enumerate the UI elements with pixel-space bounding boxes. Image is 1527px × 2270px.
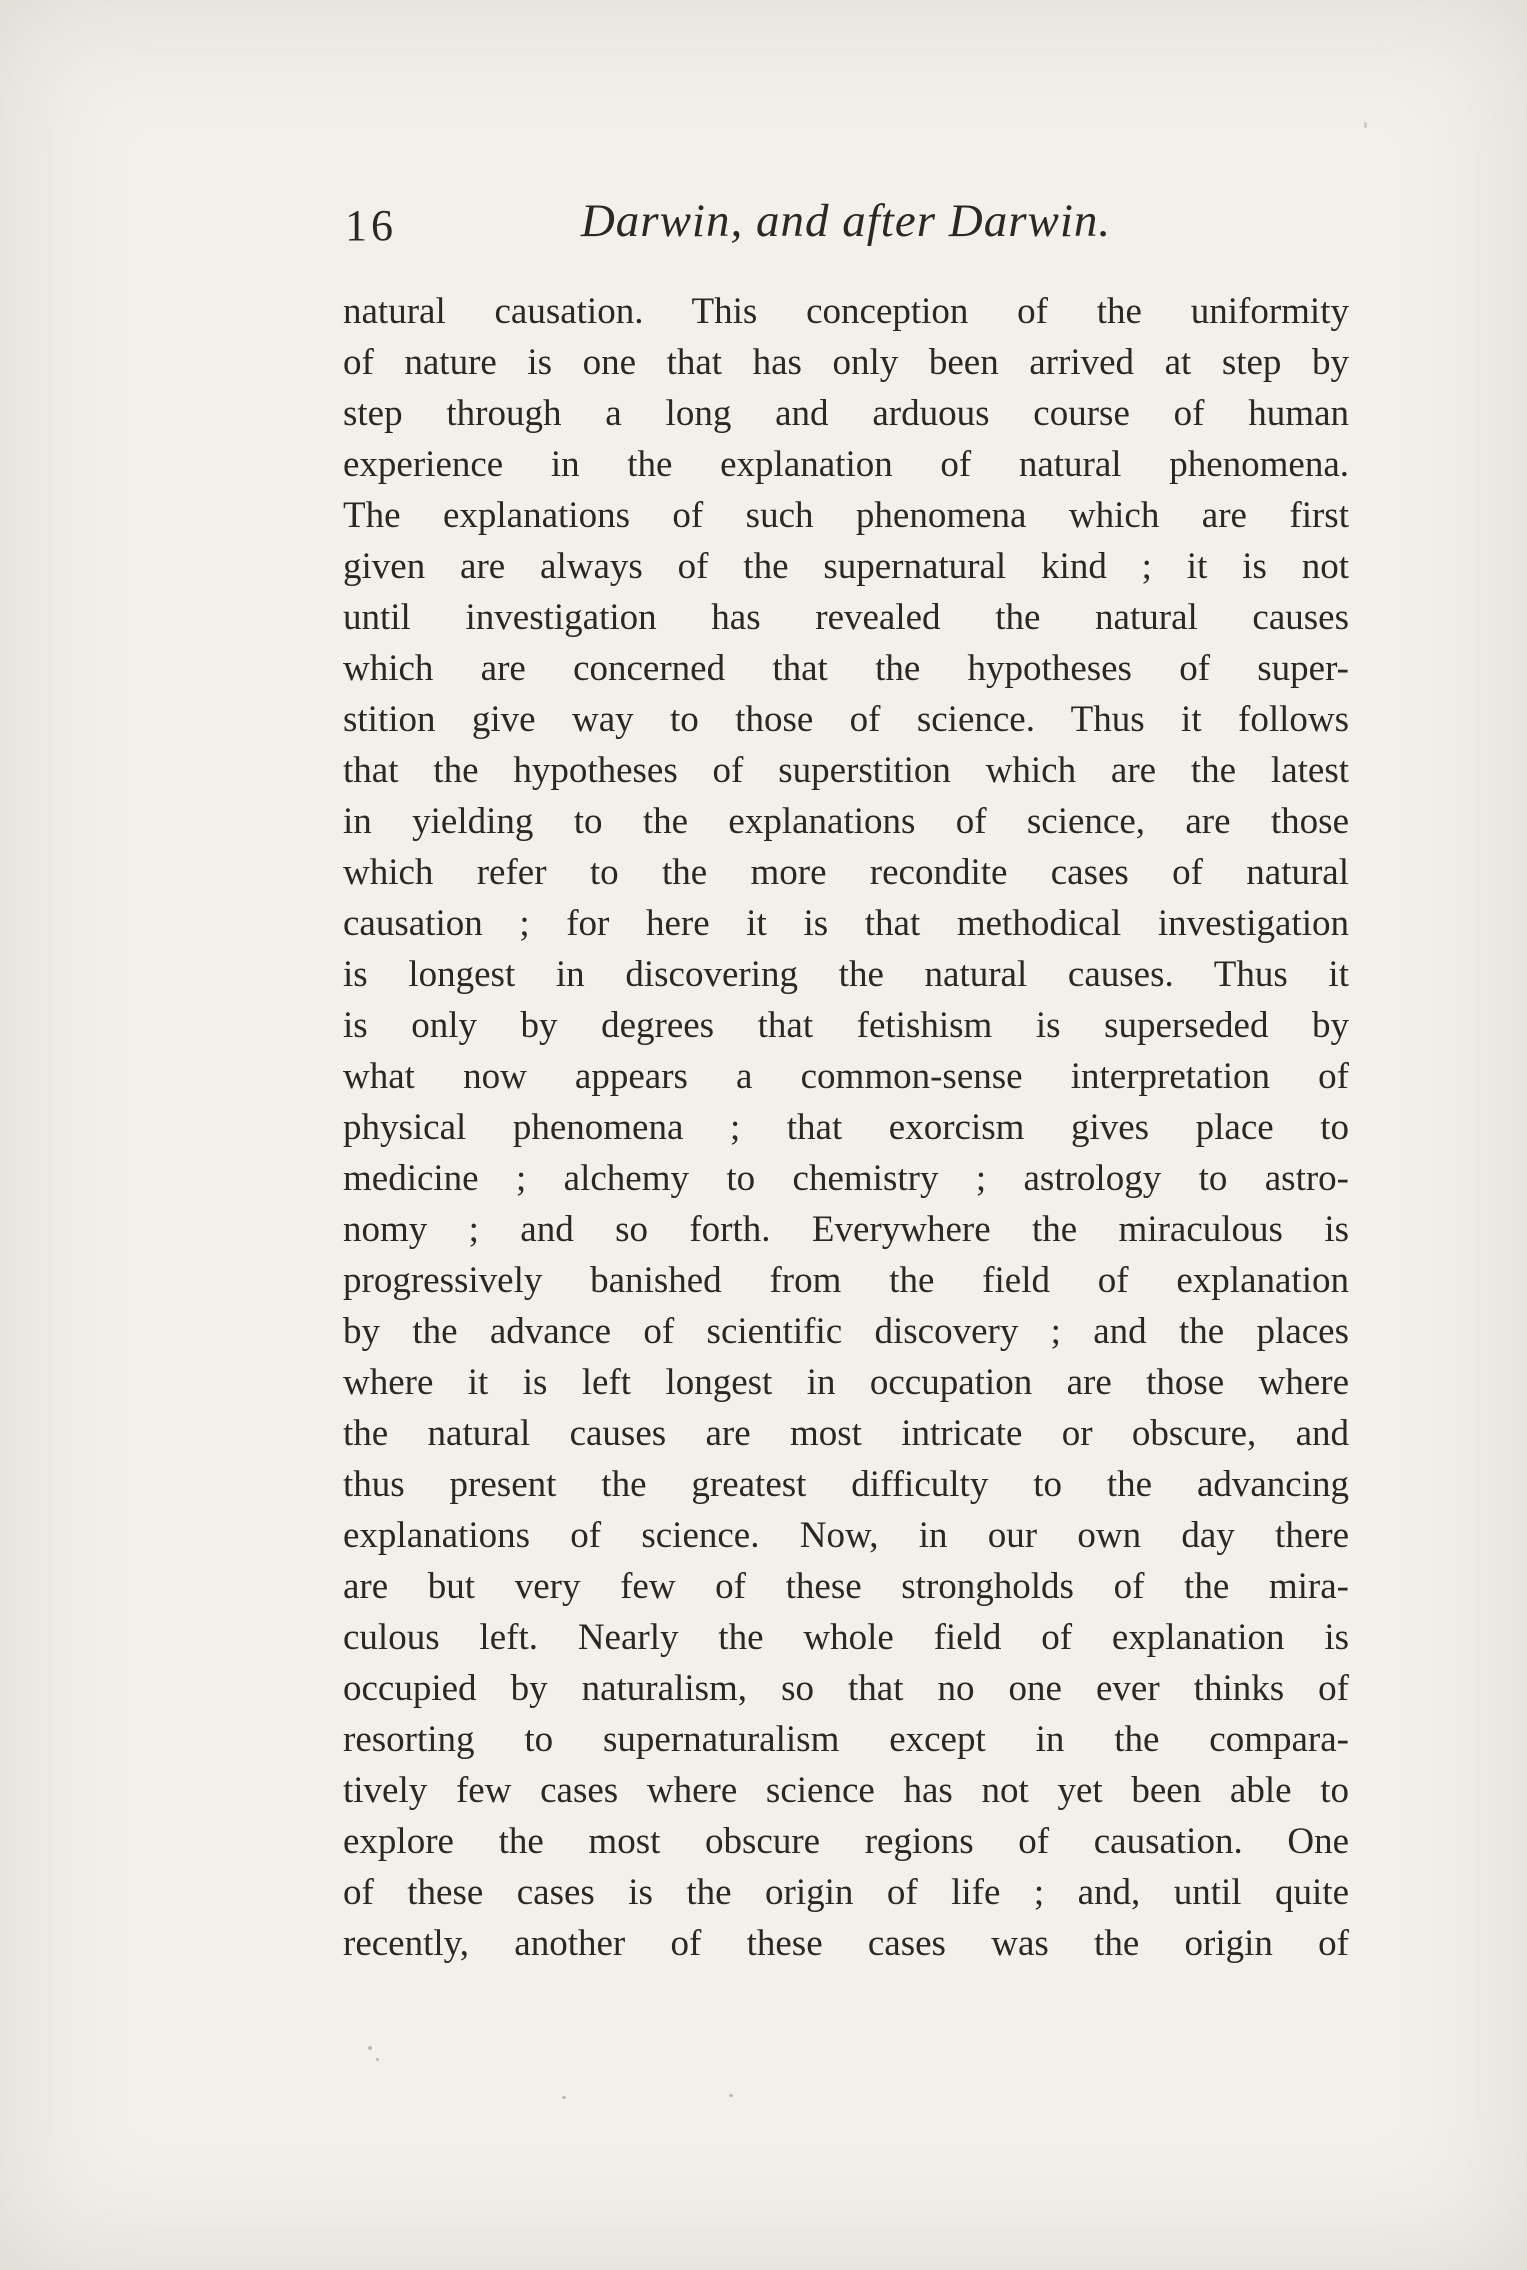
- body-line: step through a long and arduous course of human: [343, 393, 1349, 434]
- body-line: occupied by naturalism, so that no one ever thinks of: [343, 1668, 1349, 1709]
- body-line: physical phenomena ; that exorcism gives place to: [343, 1107, 1349, 1148]
- body-line: is longest in discovering the natural causes. Thus it: [343, 954, 1349, 995]
- body-line: by the advance of scientific discovery ; and the places: [343, 1311, 1349, 1352]
- body-line: that the hypotheses of superstition which are the latest: [343, 750, 1349, 791]
- body-line: is only by degrees that fetishism is superseded by: [343, 1005, 1349, 1046]
- running-title: Darwin, and after Darwin.: [580, 195, 1112, 247]
- body-line: medicine ; alchemy to chemistry ; astrology to astro-: [343, 1158, 1349, 1199]
- scan-speck: [562, 2096, 566, 2099]
- body-line: progressively banished from the field of explanation: [343, 1260, 1349, 1301]
- body-line: recently, another of these cases was the origin of: [343, 1923, 1349, 1964]
- body-line: which refer to the more recondite cases of natural: [343, 852, 1349, 893]
- body-line: stition give way to those of science. Thus it follows: [343, 699, 1349, 740]
- body-line: explore the most obscure regions of causation. One: [343, 1821, 1349, 1862]
- page-body-text: [343, 286, 1349, 1969]
- body-line: experience in the explanation of natural phenomena.: [343, 444, 1349, 485]
- body-line: tively few cases where science has not yet been able to: [343, 1770, 1349, 1811]
- scan-speck: [368, 2046, 372, 2050]
- body-line: given are always of the supernatural kind ; it is not: [343, 546, 1349, 587]
- page-header: [343, 194, 1349, 258]
- body-line: until investigation has revealed the natural causes: [343, 597, 1349, 638]
- body-line: causation ; for here it is that methodical investigation: [343, 903, 1349, 944]
- body-line: thus present the greatest difficulty to the advancing: [343, 1464, 1349, 1505]
- body-line: culous left. Nearly the whole field of explanation is: [343, 1617, 1349, 1658]
- scan-speck: [1364, 122, 1367, 128]
- body-line: The explanations of such phenomena which are first: [343, 495, 1349, 536]
- body-line: the natural causes are most intricate or obscure, and: [343, 1413, 1349, 1454]
- scan-speck: [729, 2094, 733, 2097]
- page-number: 16: [345, 201, 397, 250]
- body-line: of nature is one that has only been arrived at step by: [343, 342, 1349, 383]
- body-line: in yielding to the explanations of science, are those: [343, 801, 1349, 842]
- body-line: resorting to supernaturalism except in the compara-: [343, 1719, 1349, 1760]
- body-line: natural causation. This conception of the uniformity: [343, 291, 1349, 332]
- body-line: nomy ; and so forth. Everywhere the miraculous is: [343, 1209, 1349, 1250]
- body-line: which are concerned that the hypotheses of super-: [343, 648, 1349, 689]
- body-line: where it is left longest in occupation are those where: [343, 1362, 1349, 1403]
- body-line: what now appears a common-sense interpretation of: [343, 1056, 1349, 1097]
- body-line: are but very few of these strongholds of the mira-: [343, 1566, 1349, 1607]
- body-line: explanations of science. Now, in our own day there: [343, 1515, 1349, 1556]
- scan-speck: [376, 2058, 379, 2061]
- body-line: of these cases is the origin of life ; and, until quite: [343, 1872, 1349, 1913]
